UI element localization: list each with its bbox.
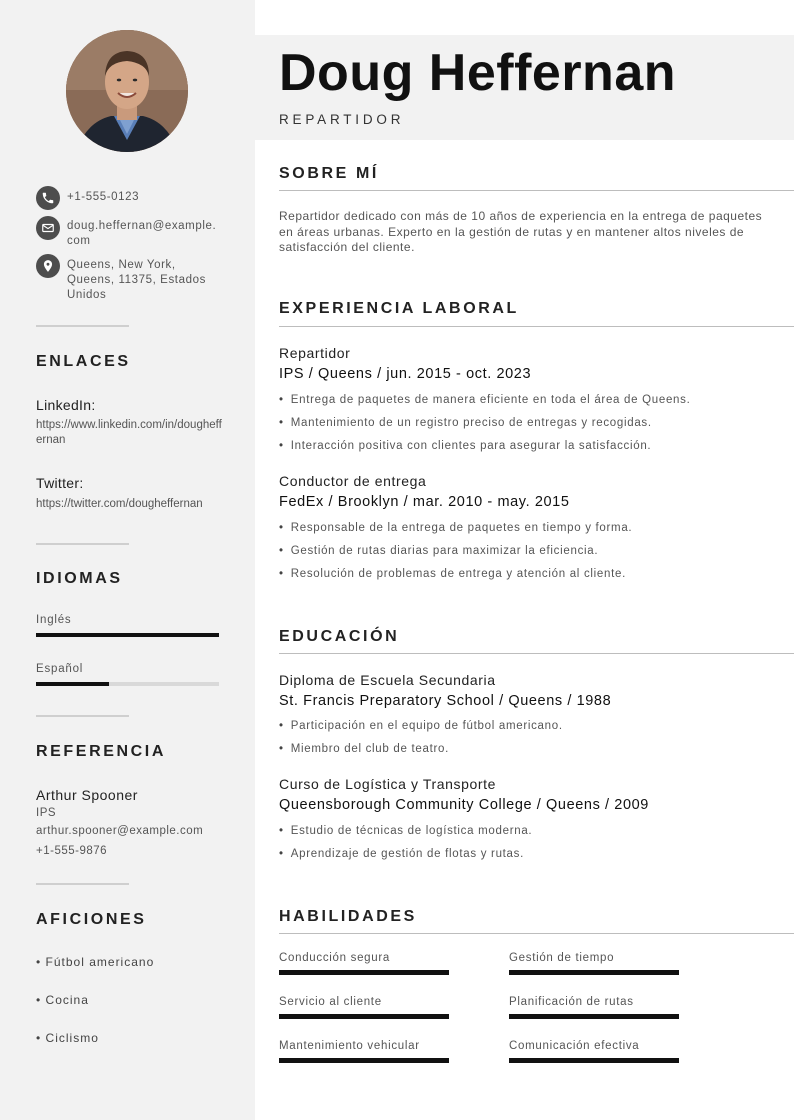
- list-item: • Entrega de paquetes de manera eficiente en toda el área de Queens.: [279, 393, 789, 416]
- contact-address: [36, 254, 217, 303]
- language-spanish-label: Español: [36, 663, 84, 675]
- envelope-icon: [36, 216, 60, 240]
- job-title-entry: Repartidor: [279, 345, 351, 361]
- hobby-item: • Fútbol americano: [36, 955, 155, 969]
- skill-bar: [509, 970, 679, 975]
- list-item: • Aprendizaje de gestión de flotas y rutas.: [279, 847, 789, 870]
- languages-heading: IDIOMAS: [36, 570, 123, 587]
- about-text: Repartidor dedicado con más de 10 años de experiencia en la entrega de paquetes en áreas urbanas. Experto en la gestión de rutas y en mantener altos niveles de satisfacción del cliente.: [279, 209, 763, 254]
- skill-bar: [509, 1014, 679, 1019]
- job-bullets: [279, 393, 789, 462]
- list-item: • Resolución de problemas de entrega y atención al cliente.: [279, 567, 789, 590]
- education-subtitle: Queensborough Community College / Queens / 2009: [279, 797, 649, 813]
- job-title-entry: Conductor de entrega: [279, 473, 427, 489]
- linkedin-label: LinkedIn:: [36, 397, 96, 413]
- job-subtitle: FedEx / Brooklyn / mar. 2010 - may. 2015: [279, 494, 570, 510]
- linkedin-link[interactable]: https://www.linkedin.com/in/dougheffernan: [36, 419, 222, 446]
- about-heading: SOBRE MÍ: [279, 165, 379, 182]
- skill-item: [509, 952, 679, 975]
- section-rule: [279, 190, 794, 191]
- twitter-link[interactable]: https://twitter.com/dougheffernan: [36, 498, 203, 510]
- skill-item: [509, 1040, 679, 1063]
- list-item: • Estudio de técnicas de logística moderna.: [279, 824, 789, 847]
- address-text: Queens, New York, Queens, 11375, Estados Unidos: [67, 259, 206, 301]
- sidebar-divider: [36, 715, 129, 717]
- skill-bar: [509, 1058, 679, 1063]
- list-item: • Interacción positiva con clientes para asegurar la satisfacción.: [279, 439, 789, 462]
- location-pin-icon: [36, 254, 60, 278]
- hobby-item: • Ciclismo: [36, 1031, 99, 1045]
- reference-heading: REFERENCIA: [36, 743, 167, 760]
- list-item: • Responsable de la entrega de paquetes en tiempo y forma.: [279, 521, 789, 544]
- skill-item: [509, 996, 679, 1019]
- education-heading: EDUCACIÓN: [279, 628, 400, 645]
- skill-label: Comunicación efectiva: [509, 1040, 640, 1052]
- skills-heading: HABILIDADES: [279, 908, 417, 925]
- phone-text: +1-555-0123: [67, 191, 140, 203]
- section-rule: [279, 653, 794, 654]
- sidebar: [0, 0, 255, 1120]
- job-title: REPARTIDOR: [279, 112, 405, 127]
- list-item: • Miembro del club de teatro.: [279, 742, 789, 765]
- job-subtitle: IPS / Queens / jun. 2015 - oct. 2023: [279, 366, 532, 382]
- language-english-label: Inglés: [36, 614, 72, 626]
- list-item: • Mantenimiento de un registro preciso de entregas y recogidas.: [279, 416, 789, 439]
- education-bullets: [279, 824, 789, 870]
- list-item: • Participación en el equipo de fútbol americano.: [279, 719, 789, 742]
- language-english-fill: [36, 633, 219, 637]
- reference-name: Arthur Spooner: [36, 787, 138, 803]
- education-title: Curso de Logística y Transporte: [279, 776, 497, 792]
- skill-item: [279, 1040, 449, 1063]
- education-bullets: [279, 719, 789, 765]
- language-english-bar: [36, 633, 219, 637]
- skill-item: [279, 996, 449, 1019]
- education-subtitle: St. Francis Preparatory School / Queens / 1988: [279, 693, 612, 709]
- section-rule: [279, 326, 794, 327]
- links-heading: ENLACES: [36, 353, 131, 370]
- phone-icon: [36, 186, 60, 210]
- reference-company: IPS: [36, 807, 57, 819]
- email-link[interactable]: doug.heffernan@example.com: [67, 220, 217, 247]
- sidebar-divider: [36, 543, 129, 545]
- education-title: Diploma de Escuela Secundaria: [279, 672, 496, 688]
- section-rule: [279, 933, 794, 934]
- skill-label: Servicio al cliente: [279, 996, 382, 1008]
- contact-email: [36, 216, 222, 249]
- reference-phone: +1-555-9876: [36, 845, 108, 857]
- experience-heading: EXPERIENCIA LABORAL: [279, 300, 519, 317]
- language-spanish-fill: [36, 682, 109, 686]
- skill-bar: [279, 1014, 449, 1019]
- reference-email[interactable]: arthur.spooner@example.com: [36, 825, 204, 837]
- twitter-label: Twitter:: [36, 475, 84, 491]
- list-item: • Gestión de rutas diarias para maximizar la eficiencia.: [279, 544, 789, 567]
- hobbies-heading: AFICIONES: [36, 911, 147, 928]
- skill-label: Mantenimiento vehicular: [279, 1040, 420, 1052]
- sidebar-divider: [36, 883, 129, 885]
- skill-item: [279, 952, 449, 975]
- language-spanish-bar: [36, 682, 219, 686]
- skill-label: Gestión de tiempo: [509, 952, 615, 964]
- skill-bar: [279, 970, 449, 975]
- skill-label: Conducción segura: [279, 952, 390, 964]
- sidebar-divider: [36, 325, 129, 327]
- person-name: Doug Heffernan: [279, 44, 676, 102]
- job-bullets: [279, 521, 789, 590]
- skill-label: Planificación de rutas: [509, 996, 634, 1008]
- profile-photo: [66, 30, 188, 152]
- skill-bar: [279, 1058, 449, 1063]
- hobby-item: • Cocina: [36, 993, 89, 1007]
- contact-phone: [36, 186, 222, 210]
